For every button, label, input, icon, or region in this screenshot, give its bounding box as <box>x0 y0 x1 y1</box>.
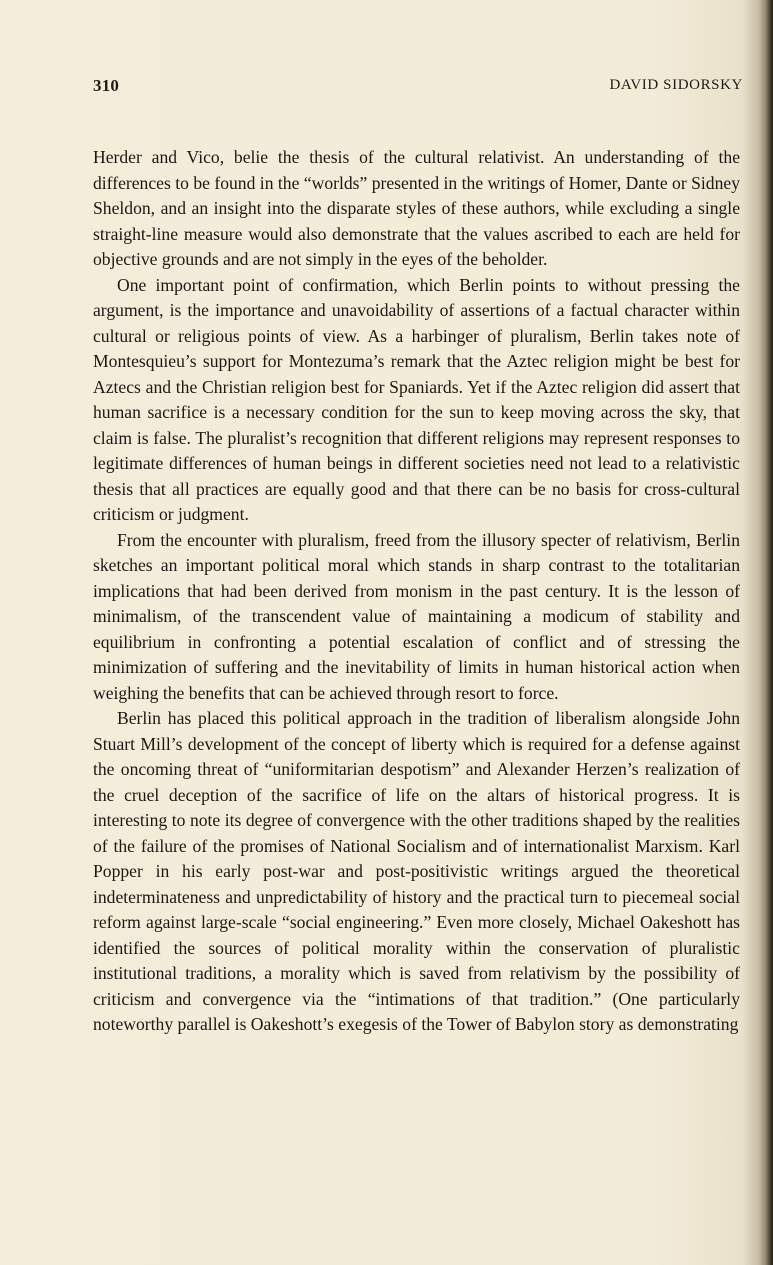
body-text <box>93 145 740 1038</box>
paragraph-3: From the encounter with pluralism, freed from the illusory specter of relativism, Berlin sketches an important political moral which stands in sharp contrast to the totalitarian implications that had been derived from monism in the past century. It is the lesson of minimalism, of the transcendent value of maintaining a modicum of stability and equilibrium in confronting a potential escalation of conflict and of stressing the minimization of suffering and the inevitability of limits in human historical action when weighing the benefits that can be achieved through resort to force. <box>93 529 740 703</box>
page-header <box>93 76 743 100</box>
paragraph-4: Berlin has placed this political approach in the tradition of liberalism alongside John Stuart Mill’s development of the concept of liberty which is required for a defense against the oncoming threat of “uniformitarian despotism” and Alexander Herzen’s realization of the cruel deception of the sacrifice of life on the altars of historical progress. It is interesting to note its degree of convergence with the other traditions shaped by the realities of the failure of the promises of National Socialism and of internationalist Marxism. Karl Popper in his early post-war and post-positivistic writings argued the theoretical indeterminateness and unpredictability of history and the practical turn to piecemeal social reform against large-scale “social engineering.” Even more closely, Michael Oakeshott has identified the sources of political morality within the conservation of pluralistic institutional traditions, a morality which is saved from relativism by the possibility of criticism and convergence via the “intimations of that tradition.” (One particularly noteworthy parallel is Oakeshott’s exegesis of the Tower of Babylon story as demonstrating <box>93 708 740 1034</box>
paragraph-2: One important point of confirmation, which Berlin points to without pressing the argument, is the importance and unavoidability of assertions of a factual character within cultural or religious points of view. As a harbinger of pluralism, Berlin takes note of Montesquieu’s support for Montezuma’s remark that the Aztec religion might be best for Aztecs and the Christian religion best for Spaniards. Yet if the Aztec religion did assert that human sacrifice is a necessary condition for the sun to keep moving across the sky, that claim is false. The pluralist’s recognition that different religions may represent responses to legitimate differences of human beings in different societies need not lead to a relativistic thesis that all practices are equally good and that there can be no basis for cross-cultural criticism or judgment. <box>93 274 740 524</box>
paragraph-1: Herder and Vico, belie the thesis of the cultural relativist. An understanding of the differences to be found in the “worlds” presented in the writings of Homer, Dante or Sidney Sheldon, and an insight into the disparate styles of these authors, while excluding a single straight-line measure would also demonstrate that the values ascribed to each are held for objective grounds and are not simply in the eyes of the beholder. <box>93 147 740 269</box>
page-number: 310 <box>93 76 120 95</box>
running-head-author: DAVID SIDORSKY <box>609 77 743 93</box>
page-edge-shadow <box>759 0 773 1265</box>
